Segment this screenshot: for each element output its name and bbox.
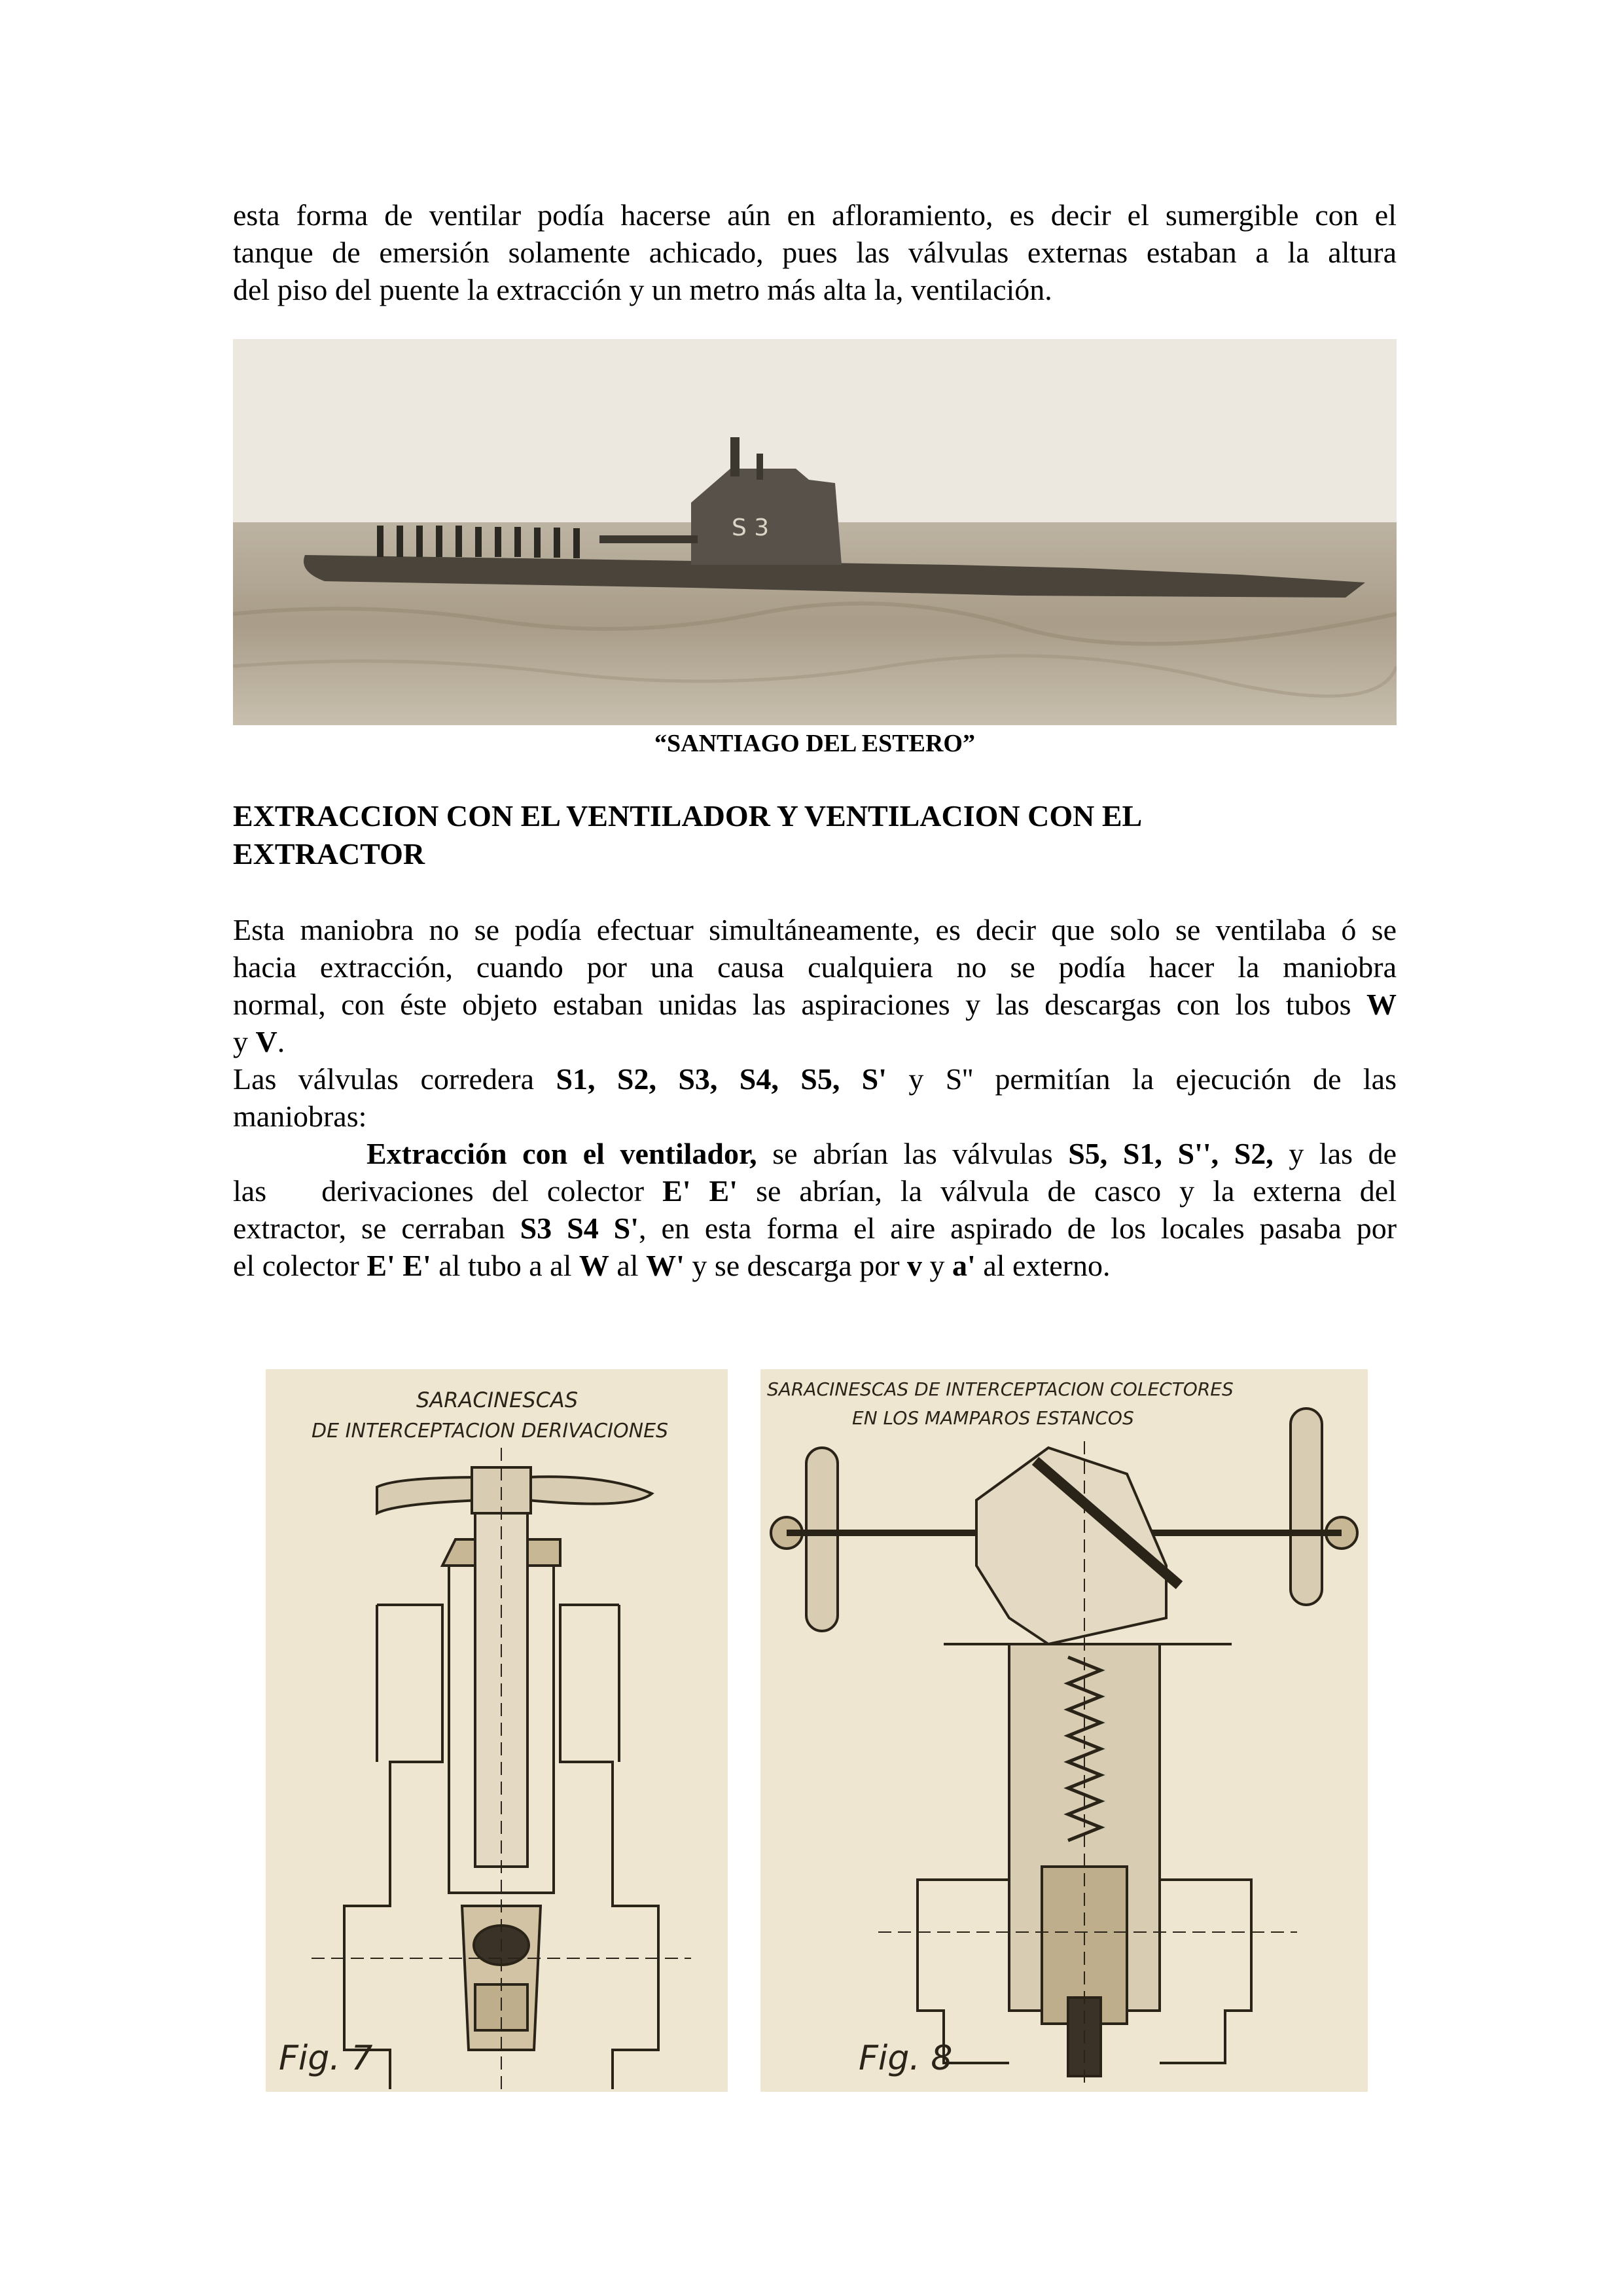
intro-line: esta forma de ventilar podía hacerse aún en afloramiento, es decir el sumergible con el bbox=[233, 198, 1397, 232]
body-line bbox=[233, 986, 1397, 1023]
intro-line: tanque de emersión solamente achicado, pues las válvulas externas estaban a la altura bbox=[233, 236, 1397, 269]
fig7-title-line1: SARACINESCAS bbox=[416, 1388, 579, 1412]
body-line bbox=[233, 1023, 1397, 1060]
text-run: las derivaciones del colector bbox=[233, 1174, 663, 1208]
text-run: y las de bbox=[1273, 1137, 1397, 1170]
text-run: al bbox=[609, 1249, 647, 1282]
bold-run: E' E' bbox=[662, 1174, 738, 1208]
body-line bbox=[233, 1172, 1397, 1210]
body-line bbox=[233, 1135, 1397, 1172]
intro-line: del piso del puente la extracción y un metro más alta la, ventilación. bbox=[233, 273, 1052, 306]
bold-run: S5, S1, S'', S2, bbox=[1068, 1137, 1274, 1170]
text-run: y bbox=[922, 1249, 953, 1282]
submarine-illustration bbox=[233, 339, 1397, 725]
body-line: maniobras: bbox=[233, 1100, 367, 1133]
body-line: Esta maniobra no se podía efectuar simultáneamente, es decir que solo se ventilaba ó se bbox=[233, 913, 1397, 946]
submarine-photo bbox=[233, 339, 1397, 725]
text-run: se abrían las válvulas bbox=[757, 1137, 1069, 1170]
fig7-label: Fig. 7 bbox=[279, 2039, 373, 2078]
text-run: el colector bbox=[233, 1249, 367, 1282]
bold-run: v bbox=[907, 1249, 923, 1282]
text-run: al externo. bbox=[975, 1249, 1111, 1282]
text-run: al tubo a al bbox=[431, 1249, 579, 1282]
hull-marking: S 3 bbox=[732, 514, 770, 541]
body-line bbox=[233, 1060, 1397, 1098]
text-run: , en esta forma el aire aspirado de los locales pasaba por bbox=[639, 1211, 1397, 1245]
bulkhead-valve-drawing bbox=[760, 1369, 1368, 2092]
text-run: Las válvulas corredera bbox=[233, 1062, 556, 1096]
text-run: y bbox=[233, 1025, 256, 1058]
bold-run: a' bbox=[952, 1249, 976, 1282]
fig8-title-line1: SARACINESCAS DE INTERCEPTACION COLECTORES bbox=[767, 1378, 1234, 1400]
fig8-label: Fig. 8 bbox=[859, 2039, 953, 2078]
text-run: extractor, se cerraban bbox=[233, 1211, 520, 1245]
heading-line: EXTRACTOR bbox=[233, 837, 425, 870]
text-run: y bbox=[887, 1062, 946, 1096]
body-line: hacia extracción, cuando por una causa cualquiera no se podía hacer la maniobra bbox=[233, 950, 1397, 984]
text-run: . bbox=[277, 1025, 285, 1058]
section-heading bbox=[233, 797, 1397, 873]
text-run: S'' bbox=[945, 1062, 973, 1096]
body-line bbox=[233, 1247, 1397, 1284]
bold-run: W bbox=[1366, 988, 1397, 1021]
text-run: se abrían, la válvula de casco y la externa del bbox=[738, 1174, 1397, 1208]
photo-caption: “SANTIAGO DEL ESTERO” bbox=[654, 730, 975, 757]
gate-valve-drawing bbox=[266, 1369, 728, 2092]
bold-run: W bbox=[579, 1249, 609, 1282]
figure-7 bbox=[266, 1369, 728, 2092]
fig8-title-line2: EN LOS MAMPAROS ESTANCOS bbox=[852, 1407, 1134, 1429]
figure-8 bbox=[760, 1369, 1368, 2092]
bold-run: E' E' bbox=[366, 1249, 431, 1282]
body-line bbox=[233, 1210, 1397, 1247]
bold-run: V bbox=[255, 1025, 277, 1058]
text-run: normal, con éste objeto estaban unidas las aspiraciones y las descargas con los tubos bbox=[233, 988, 1366, 1021]
bold-run: S1, S2, S3, S4, S5, S' bbox=[556, 1062, 887, 1096]
fig7-title-line2: DE INTERCEPTACION DERIVACIONES bbox=[312, 1420, 669, 1443]
intro-paragraph bbox=[233, 196, 1397, 308]
text-run: permitían la ejecución de las bbox=[972, 1062, 1397, 1096]
heading-line: EXTRACCION CON EL VENTILADOR Y VENTILACION CON EL bbox=[233, 799, 1143, 833]
body-text bbox=[233, 911, 1397, 1284]
bold-run: S3 S4 S' bbox=[520, 1211, 639, 1245]
bold-run: W' bbox=[646, 1249, 685, 1282]
text-run: y se descarga por bbox=[684, 1249, 908, 1282]
bold-run: Extracción con el ventilador, bbox=[366, 1137, 757, 1170]
